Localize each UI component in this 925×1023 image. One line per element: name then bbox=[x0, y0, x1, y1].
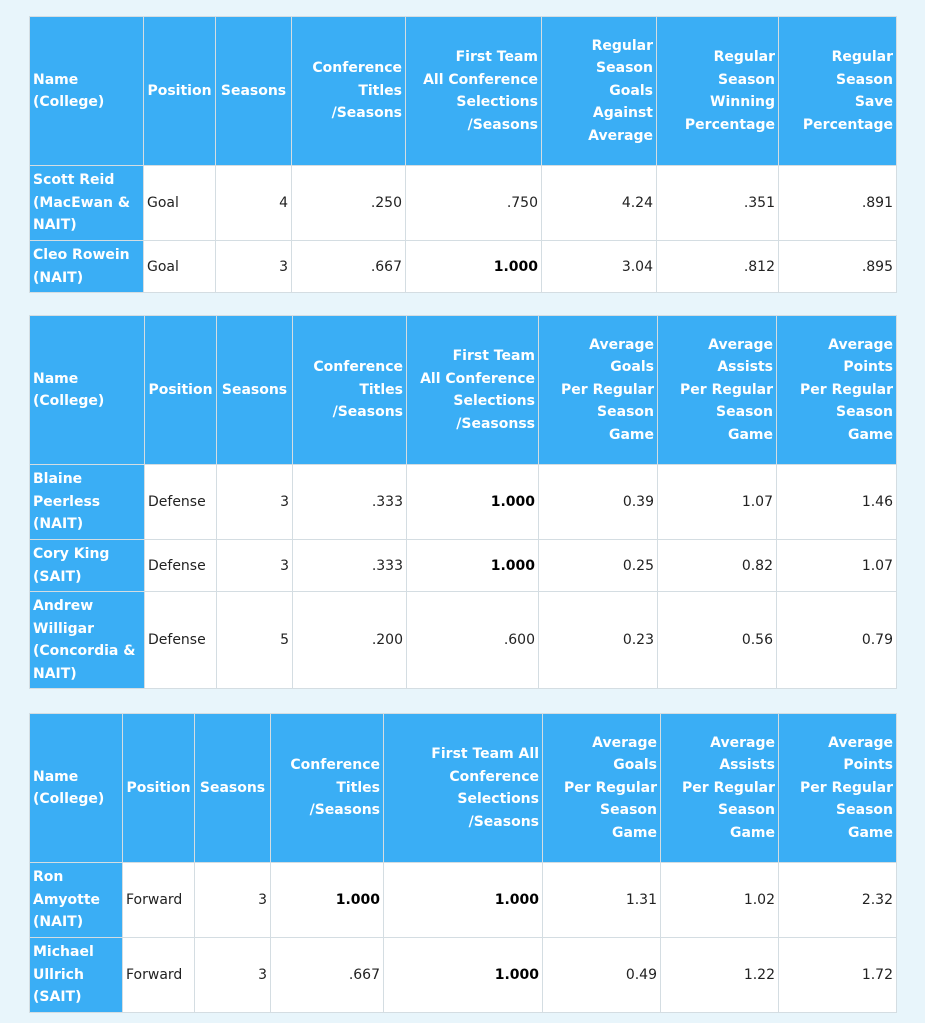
average-goals-value: 1.31 bbox=[543, 863, 661, 938]
player-name: Blaine Peerless (NAIT) bbox=[30, 465, 145, 540]
conference-titles-value: .250 bbox=[292, 166, 406, 241]
table-row bbox=[30, 592, 897, 689]
header-conference-titles: Conference Titles /Seasons bbox=[271, 714, 384, 863]
header-conference-titles: Conference Titles /Seasons bbox=[292, 17, 406, 166]
header-conference-titles: Conference Titles /Seasons bbox=[293, 316, 407, 465]
player-seasons: 3 bbox=[195, 938, 271, 1013]
header-first-team-selections: First Team All Conference Selections /Seasons bbox=[406, 17, 542, 166]
player-position: Goal bbox=[144, 241, 216, 293]
table-header-row bbox=[30, 714, 897, 863]
player-name: Michael Ullrich (SAIT) bbox=[30, 938, 123, 1013]
player-position: Forward bbox=[123, 863, 195, 938]
player-seasons: 4 bbox=[216, 166, 292, 241]
table-row bbox=[30, 863, 897, 938]
player-seasons: 3 bbox=[216, 241, 292, 293]
player-position: Defense bbox=[145, 540, 217, 592]
header-average-points: Average Points Per Regular Season Game bbox=[779, 714, 897, 863]
average-assists-value: 0.82 bbox=[658, 540, 777, 592]
first-team-value: .750 bbox=[406, 166, 542, 241]
conference-titles-value: 1.000 bbox=[271, 863, 384, 938]
header-average-points: Average Points Per Regular Season Game bbox=[777, 316, 897, 465]
conference-titles-value: .333 bbox=[293, 540, 407, 592]
average-points-value: 1.07 bbox=[777, 540, 897, 592]
average-goals-value: 0.25 bbox=[539, 540, 658, 592]
header-seasons: Seasons bbox=[217, 316, 293, 465]
average-goals-value: 0.49 bbox=[543, 938, 661, 1013]
first-team-value: 1.000 bbox=[384, 938, 543, 1013]
goals-against-average-value: 4.24 bbox=[542, 166, 657, 241]
conference-titles-value: .667 bbox=[271, 938, 384, 1013]
average-points-value: 1.46 bbox=[777, 465, 897, 540]
player-position: Defense bbox=[145, 592, 217, 689]
player-position: Goal bbox=[144, 166, 216, 241]
header-name-college: Name (College) bbox=[30, 714, 123, 863]
goals-against-average-value: 3.04 bbox=[542, 241, 657, 293]
conference-titles-value: .333 bbox=[293, 465, 407, 540]
table-row bbox=[30, 938, 897, 1013]
save-percentage-value: .891 bbox=[779, 166, 897, 241]
header-seasons: Seasons bbox=[216, 17, 292, 166]
header-first-team-selections: First Team All Conference Selections /Seasonss bbox=[407, 316, 539, 465]
average-points-value: 0.79 bbox=[777, 592, 897, 689]
header-average-goals: Average Goals Per Regular Season Game bbox=[539, 316, 658, 465]
player-name: Ron Amyotte (NAIT) bbox=[30, 863, 123, 938]
player-position: Forward bbox=[123, 938, 195, 1013]
player-name: Scott Reid (MacEwan & NAIT) bbox=[30, 166, 144, 241]
conference-titles-value: .200 bbox=[293, 592, 407, 689]
first-team-value: 1.000 bbox=[384, 863, 543, 938]
table-header-row bbox=[30, 316, 897, 465]
player-seasons: 3 bbox=[217, 540, 293, 592]
average-goals-value: 0.39 bbox=[539, 465, 658, 540]
header-position: Position bbox=[144, 17, 216, 166]
average-assists-value: 0.56 bbox=[658, 592, 777, 689]
defense-stats-table bbox=[29, 315, 897, 689]
goalie-stats-table bbox=[29, 16, 897, 293]
first-team-value: 1.000 bbox=[407, 540, 539, 592]
player-seasons: 3 bbox=[217, 465, 293, 540]
first-team-value: .600 bbox=[407, 592, 539, 689]
winning-percentage-value: .812 bbox=[657, 241, 779, 293]
average-points-value: 1.72 bbox=[779, 938, 897, 1013]
save-percentage-value: .895 bbox=[779, 241, 897, 293]
header-average-assists: Average Assists Per Regular Season Game bbox=[661, 714, 779, 863]
forward-stats-table bbox=[29, 713, 897, 1013]
header-goals-against-average: Regular Season Goals Against Average bbox=[542, 17, 657, 166]
table-row bbox=[30, 166, 897, 241]
header-save-percentage: Regular Season Save Percentage bbox=[779, 17, 897, 166]
average-goals-value: 0.23 bbox=[539, 592, 658, 689]
header-first-team-selections: First Team All Conference Selections /Seasons bbox=[384, 714, 543, 863]
average-points-value: 2.32 bbox=[779, 863, 897, 938]
first-team-value: 1.000 bbox=[407, 465, 539, 540]
header-average-assists: Average Assists Per Regular Season Game bbox=[658, 316, 777, 465]
winning-percentage-value: .351 bbox=[657, 166, 779, 241]
header-position: Position bbox=[145, 316, 217, 465]
header-name-college: Name (College) bbox=[30, 17, 144, 166]
player-name: Andrew Willigar (Concordia & NAIT) bbox=[30, 592, 145, 689]
header-position: Position bbox=[123, 714, 195, 863]
table-row bbox=[30, 540, 897, 592]
first-team-value: 1.000 bbox=[406, 241, 542, 293]
table-row bbox=[30, 241, 897, 293]
player-position: Defense bbox=[145, 465, 217, 540]
average-assists-value: 1.07 bbox=[658, 465, 777, 540]
player-name: Cory King (SAIT) bbox=[30, 540, 145, 592]
player-seasons: 5 bbox=[217, 592, 293, 689]
table-header-row bbox=[30, 17, 897, 166]
player-seasons: 3 bbox=[195, 863, 271, 938]
player-name: Cleo Rowein (NAIT) bbox=[30, 241, 144, 293]
header-winning-percentage: Regular Season Winning Percentage bbox=[657, 17, 779, 166]
header-seasons: Seasons bbox=[195, 714, 271, 863]
average-assists-value: 1.02 bbox=[661, 863, 779, 938]
table-row bbox=[30, 465, 897, 540]
conference-titles-value: .667 bbox=[292, 241, 406, 293]
header-name-college: Name (College) bbox=[30, 316, 145, 465]
average-assists-value: 1.22 bbox=[661, 938, 779, 1013]
header-average-goals: Average Goals Per Regular Season Game bbox=[543, 714, 661, 863]
